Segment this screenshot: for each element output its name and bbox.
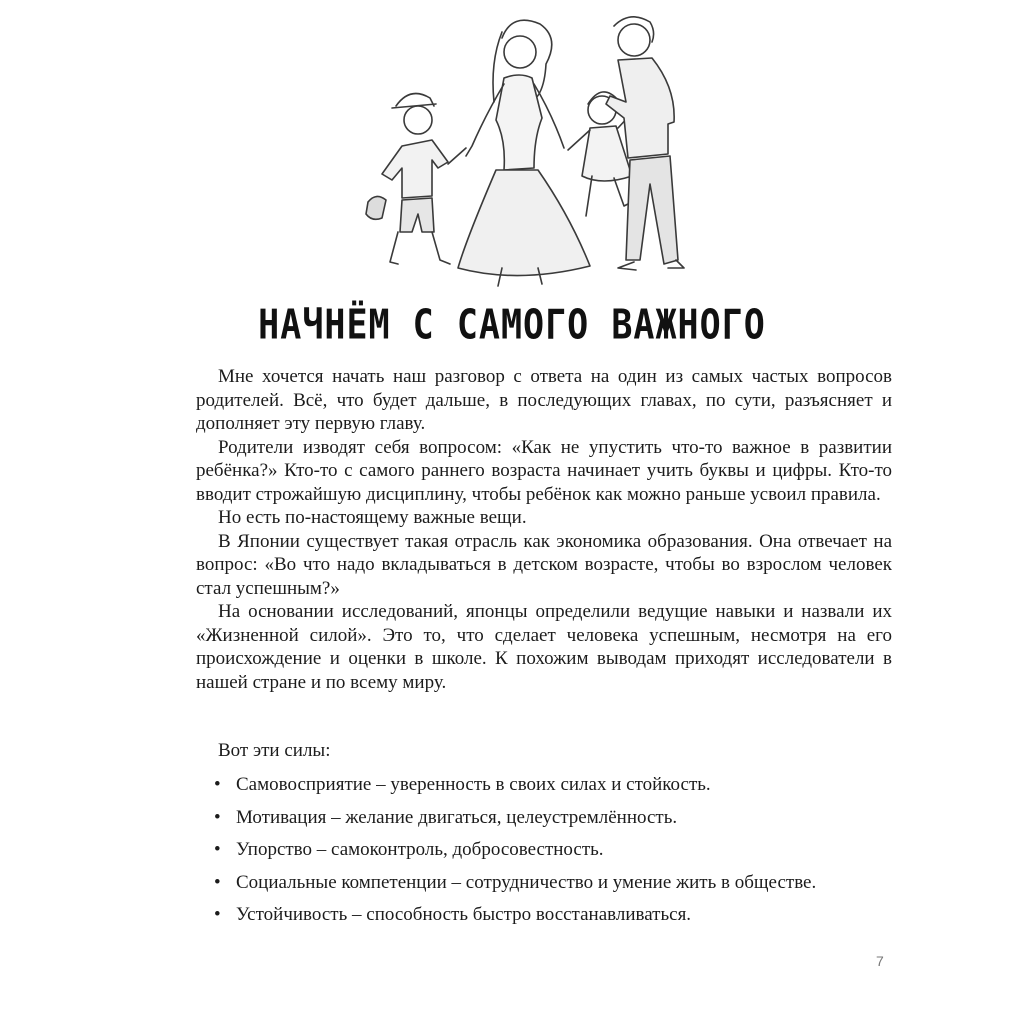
list-item: [214, 901, 904, 934]
bullet-icon: •: [214, 871, 221, 893]
list-item-text: Мотивация – желание двигаться, целеустремлённость.: [236, 806, 678, 828]
list-intro: Вот эти силы:: [218, 740, 331, 761]
paragraph: В Японии существует такая отрасль как экономика образования. Она отвечает на вопрос: «Во что надо вкладываться в детском возрасте, чтобы во взрослом человек стал успешным?»: [196, 530, 892, 599]
list-item-text: Социальные компетенции – сотрудничество и умение жить в обществе.: [236, 871, 817, 893]
list-item-text: Самовосприятие – уверенность в своих силах и стойкость.: [236, 774, 711, 795]
list-item: [214, 869, 904, 902]
paragraph: Родители изводят себя вопросом: «Как не упустить что-то важное в развитии ребёнка?» Кто-то с самого раннего возраста начинает учить буквы и цифры. Кто-то вводит строжайшую дисциплину, чтобы ребёнок как можно раньше усвоил правила.: [196, 436, 892, 505]
list-item-text: Упорство – самоконтроль, добросовестность.: [236, 839, 604, 860]
boy-figure: [366, 94, 466, 265]
bullet-icon: •: [214, 904, 221, 925]
family-illustration: [352, 6, 712, 296]
chapter-title: НАЧНЁМ С САМОГО ВАЖНОГО: [258, 302, 766, 350]
skills-list: [214, 771, 904, 934]
list-item: [214, 836, 904, 869]
paragraph: На основании исследований, японцы определили ведущие навыки и назвали их «Жизненной силой». Это то, что сделает человека успешным, несмотря на его происхождение и оценки в школе. К похожим выводам приходят исследователи в нашей стране и по всему миру.: [196, 601, 892, 693]
paragraph: Но есть по-настоящему важные вещи.: [218, 507, 527, 528]
bullet-icon: •: [214, 839, 221, 860]
list-item-text: Устойчивость – способность быстро восстанавливаться.: [236, 904, 692, 925]
list-item: [214, 771, 904, 804]
list-item: [214, 804, 904, 837]
bullet-icon: •: [214, 774, 221, 795]
page-number: 7: [876, 953, 884, 969]
paragraph: Мне хочется начать наш разговор с ответа на один из самых частых вопросов родителей. Всё, что будет дальше, в последующих главах, по сути, разъясняет и дополняет эту первую главу.: [196, 366, 892, 434]
bullet-icon: •: [214, 806, 221, 828]
mother-figure: [458, 20, 590, 286]
body-text: [196, 365, 892, 694]
